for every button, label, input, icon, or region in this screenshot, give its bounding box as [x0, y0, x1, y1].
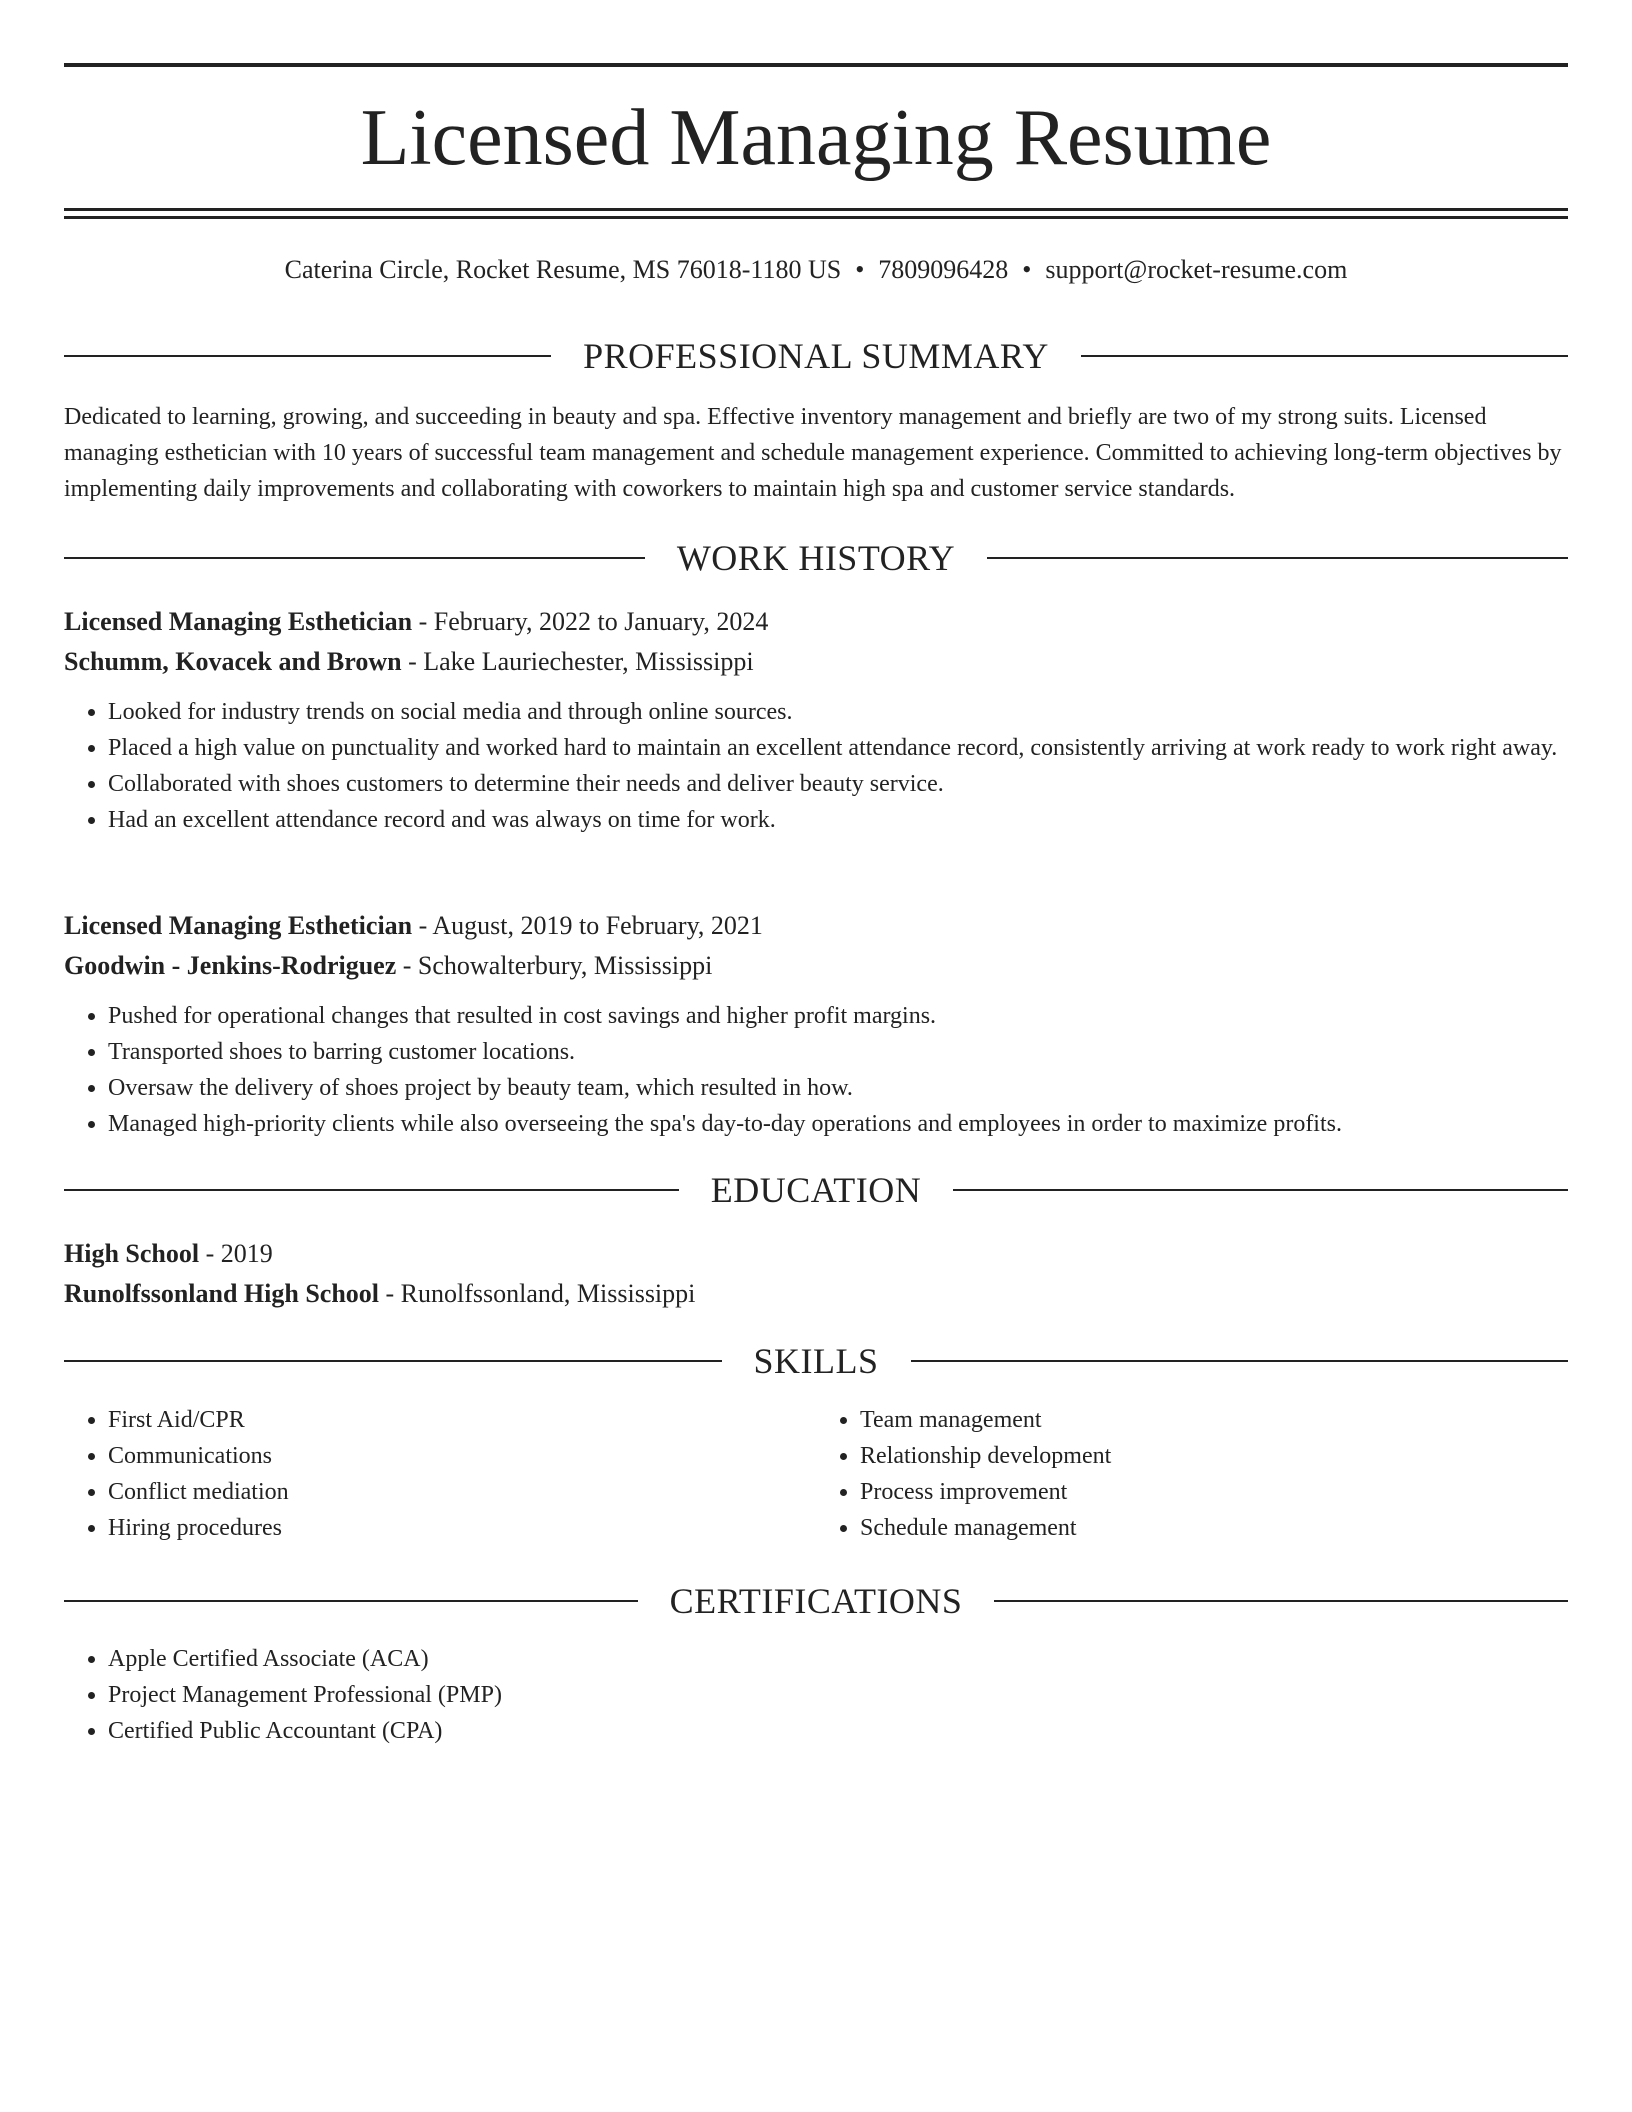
contact-separator: • [855, 255, 865, 284]
header-bottom-rule [64, 208, 1568, 211]
section-title: WORK HISTORY [676, 538, 956, 578]
contact-separator: • [1022, 255, 1032, 284]
contact-address: Caterina Circle, Rocket Resume, MS 76018-1180 US [284, 255, 842, 284]
list-item: • Collaborated with shoes customers to determine their needs and deliver beauty service. [108, 766, 1568, 802]
section-heading-education [64, 1168, 1568, 1212]
contact-email: support@rocket-resume.com [1045, 255, 1348, 284]
header-bottom-rule-double [64, 216, 1568, 219]
education-degree-line [64, 1234, 1568, 1274]
section-heading-certifications [64, 1579, 1568, 1623]
job-dates: - February, 2022 to January, 2024 [412, 607, 769, 636]
resume-title: Licensed Managing Resume [360, 94, 1272, 182]
heading-rule [64, 1360, 722, 1362]
section-title: SKILLS [753, 1341, 879, 1381]
job-title-line [64, 906, 1568, 946]
header-top-rule [64, 63, 1568, 67]
contact-phone: 7809096428 [878, 255, 1009, 284]
education-location: - Runolfssonland, Mississippi [379, 1279, 696, 1308]
list-item: • Schedule management [860, 1510, 1568, 1546]
education-entry [64, 1234, 1568, 1314]
heading-rule [64, 557, 645, 559]
list-item: • Apple Certified Associate (ACA) [108, 1641, 1568, 1677]
heading-rule [994, 1600, 1568, 1602]
section-title: CERTIFICATIONS [669, 1581, 963, 1621]
section-title: EDUCATION [710, 1170, 922, 1210]
list-item: • Hiring procedures [108, 1510, 816, 1546]
certifications-items [64, 1641, 1568, 1749]
contact-line [64, 252, 1568, 288]
heading-rule [64, 1600, 638, 1602]
section-heading-work [64, 536, 1568, 580]
list-item: • Looked for industry trends on social media and through online sources. [108, 694, 1568, 730]
list-item: • Oversaw the delivery of shoes project by beauty team, which resulted in how. [108, 1070, 1568, 1106]
heading-rule [911, 1360, 1569, 1362]
section-heading-skills [64, 1339, 1568, 1383]
job-company: Schumm, Kovacek and Brown [64, 647, 402, 676]
certifications-list [64, 1641, 1568, 1749]
job-entry [64, 906, 1568, 1142]
job-title: Licensed Managing Esthetician [64, 607, 413, 636]
education-degree: High School [64, 1239, 200, 1268]
heading-rule [1081, 355, 1568, 357]
education-school-line [64, 1274, 1568, 1314]
list-item: • Relationship development [860, 1438, 1568, 1474]
list-item: • Pushed for operational changes that resulted in cost savings and higher profit margins. [108, 998, 1568, 1034]
job-entry [64, 602, 1568, 838]
job-company: Goodwin - Jenkins-Rodriguez [64, 951, 397, 980]
job-title-line [64, 602, 1568, 642]
heading-rule [987, 557, 1568, 559]
skills-column-left [64, 1402, 816, 1546]
job-title: Licensed Managing Esthetician [64, 911, 413, 940]
list-item: • First Aid/CPR [108, 1402, 816, 1438]
heading-rule [64, 1189, 679, 1191]
list-item: • Transported shoes to barring customer locations. [108, 1034, 1568, 1070]
job-company-line [64, 642, 1568, 682]
job-location: - Schowalterbury, Mississippi [396, 951, 713, 980]
skills-list [64, 1402, 1568, 1546]
list-item: • Had an excellent attendance record and was always on time for work. [108, 802, 1568, 838]
heading-rule [953, 1189, 1568, 1191]
section-heading-summary [64, 334, 1568, 378]
education-year: - 2019 [199, 1239, 273, 1268]
summary-text: Dedicated to learning, growing, and succeeding in beauty and spa. Effective inventory management and briefly are two of my strong suits. Licensed managing esthetician with 10 years of successful team management and schedule management experience. Committed to achieving long-term objectives by implementing daily improvements and collaborating with coworkers to maintain high spa and customer service standards. [64, 404, 1562, 502]
job-company-line [64, 946, 1568, 986]
list-item: • Communications [108, 1438, 816, 1474]
skills-column-right [816, 1402, 1568, 1546]
job-dates: - August, 2019 to February, 2021 [412, 911, 763, 940]
job-bullets [64, 998, 1568, 1142]
summary-block [64, 399, 1568, 507]
list-item: • Conflict mediation [108, 1474, 816, 1510]
list-item: • Team management [860, 1402, 1568, 1438]
job-bullets [64, 694, 1568, 838]
heading-rule [64, 355, 551, 357]
list-item: • Placed a high value on punctuality and worked hard to maintain an excellent attendance record, consistently arriving at work ready to work right away. [108, 730, 1568, 766]
education-school: Runolfssonland High School [64, 1279, 380, 1308]
list-item: • Project Management Professional (PMP) [108, 1677, 1568, 1713]
list-item: • Certified Public Accountant (CPA) [108, 1713, 1568, 1749]
section-title: PROFESSIONAL SUMMARY [583, 336, 1049, 376]
job-location: - Lake Lauriechester, Mississippi [401, 647, 754, 676]
list-item: • Managed high-priority clients while also overseeing the spa's day-to-day operations and employees in order to maximize profits. [108, 1106, 1568, 1142]
list-item: • Process improvement [860, 1474, 1568, 1510]
